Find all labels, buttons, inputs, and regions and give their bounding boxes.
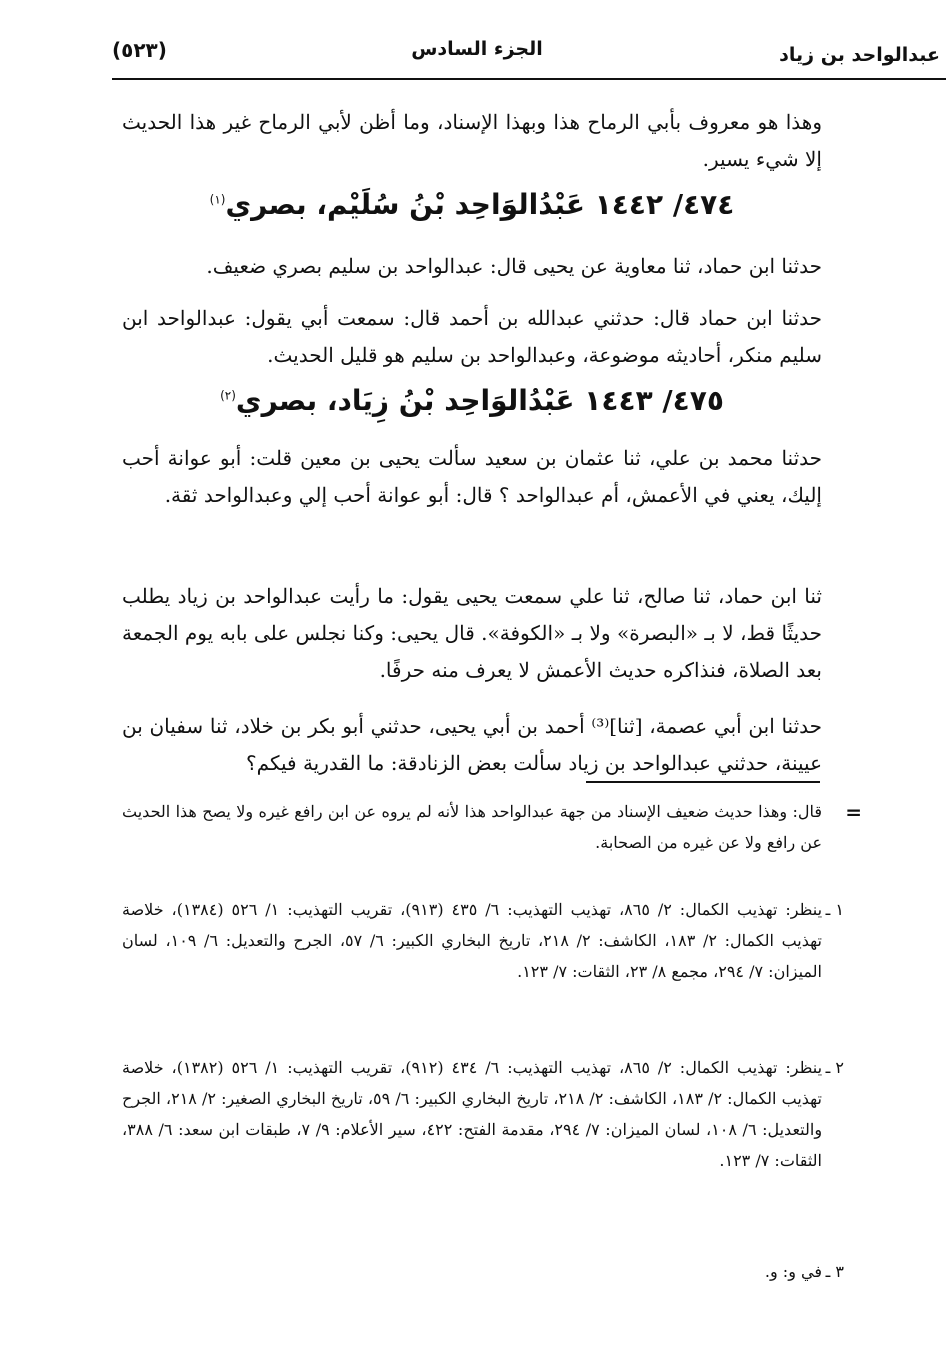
running-title: عبدالواحد بن زياد: [779, 44, 940, 66]
entry-title-475: [122, 384, 822, 417]
footnote-number: ٣ ـ: [825, 1262, 844, 1281]
entry-title-474: [122, 188, 822, 221]
volume-title: الجزء السادس: [411, 38, 543, 60]
footnote-divider: [586, 781, 820, 783]
footnote-2: [122, 1052, 844, 1176]
entry-title-text: ٤٧٤/ ١٤٤٢ عَبْدُالوَاحِد بْنُ سُلَيْم، بصري: [225, 188, 735, 221]
footnote-continuation: قال: وهذا حديث ضعيف الإسناد من جهة عبدالواحد هذا لأنه لم يروه عن ابن رافع غيره ولا يصح هذا الحديث عن رافع ولا عن غيره من الصحابة.: [122, 802, 822, 852]
header-divider: [112, 78, 946, 80]
paragraph-6: حدثنا ابن أبي عصمة، [ثنا]⁽³⁾ أحمد بن أبي يحيى، حدثني أبو بكر بن خلاد، ثنا سفيان بن عيينة، حدثني عبدالواحد بن زياد سألت بعض الزنادقة: ما القدرية فيكم؟: [122, 714, 823, 775]
footnote-text: ينظر: تهذيب الكمال: ٢/ ٨٦٥، تهذيب التهذيب: ٦/ ٤٣٤ (٩١٢)، تقريب التهذيب: ١/ ٥٢٦ (١٣٨٢)، خلاصة تهذيب الكمال: ٢/ ١٨٣، الكاشف: ٢/ ٢١٨، تاريخ البخاري الكبير: ٦/ ٥٩، تاريخ البخاري الصغير: ٢/ ٢١٨، الجرح والتعديل: ٦/ ١٠٨، لسان الميزان: ٧/ ٢٩٤، مقدمة الفتح: ٤٢٢، سير الأعلام: ٩/ ٧، طبقات ابن سعد: ٦/ ٣٨٨، الثقات: ٧/ ١٢٣.: [122, 1058, 823, 1170]
paragraph-4: حدثنا محمد بن علي، ثنا عثمان بن سعيد سألت يحيى بن معين قلت: أبو عوانة أحب إليك، يعني في الأعمش، أم عبدالواحد ؟ قال: أبو عوانة أحب إلي وعبدالواحد ثقة.: [122, 446, 822, 507]
footnote-continuation-mark: =: [845, 800, 862, 824]
paragraph-3: حدثنا ابن حماد قال: حدثني عبدالله بن أحمد قال: سمعت أبي يقول: عبدالواحد ابن سليم منكر، أحاديثه موضوعة، وعبدالواحد بن سليم هو قليل الحديث.: [122, 306, 822, 367]
footnote-1: [122, 894, 844, 987]
footnote-ref: (٢): [220, 388, 236, 403]
page-number: (٥٢٣): [112, 38, 167, 62]
footnote-3: [122, 1256, 844, 1287]
footnote-text: ينظر: تهذيب الكمال: ٢/ ٨٦٥، تهذيب التهذيب: ٦/ ٤٣٥ (٩١٣)، تقريب التهذيب: ١/ ٥٢٦ (١٣٨٤)، خلاصة تهذيب الكمال: ٢/ ١٨٣، الكاشف: ٢/ ٢١٨، تاريخ البخاري الكبير: ٦/ ٥٧، الجرح والتعديل: ٦/ ١٠٩، لسان الميزان: ٧/ ٢٩٤، مجمع ٨/ ٢٣، الثقات: ٧/ ١٢٣.: [122, 900, 823, 981]
footnote-number: ١ ـ: [825, 900, 844, 919]
footnote-ref: (١): [209, 192, 226, 207]
paragraph-2: حدثنا ابن حماد، ثنا معاوية عن يحيى قال: عبدالواحد بن سليم بصري ضعيف.: [206, 254, 822, 278]
paragraph-1: وهذا هو معروف بأبي الرماح هذا وبهذا الإسناد، وما أظن لأبي الرماح غير هذا الحديث إلا شيء يسير.: [122, 110, 822, 171]
footnote-number: ٢ ـ: [825, 1058, 844, 1077]
footnote-text: في و: و.: [764, 1262, 822, 1281]
entry-title-text: ٤٧٥/ ١٤٤٣ عَبْدُالوَاحِد بْنُ زِيَاد، بصري: [235, 384, 724, 417]
page-header: [112, 34, 940, 74]
paragraph-5: ثنا ابن حماد، ثنا صالح، ثنا علي سمعت يحيى يقول: ما رأيت عبدالواحد بن زياد يطلب حديثًا قط، لا بـ «البصرة» ولا بـ «الكوفة». قال يحيى: وكنا نجلس على بابه يوم الجمعة بعد الصلاة، فنذاكره حديث الأعمش لا يعرف منه حرفًا.: [122, 584, 822, 682]
